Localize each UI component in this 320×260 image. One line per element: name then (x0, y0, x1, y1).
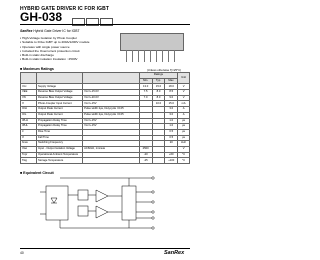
feature-item: ▪ Operates with single power source (20, 45, 89, 49)
cell-typ: 8.0 (152, 90, 165, 96)
feature-item: ▪ Built-in static isolation Insulation : 2500V (20, 57, 89, 61)
cell-max: +100 (165, 158, 178, 164)
cell-cond: Pulse width 2µs, Dutycycle =0.05 (83, 107, 140, 113)
cell-item: Propagation Delay Time (37, 124, 83, 130)
cell-typ (152, 158, 165, 164)
ratings-heading: ■ Maximum Ratings (20, 67, 54, 71)
feature-item: ▪ Suitable to Drive IGBT up to 400A/1200V module (20, 40, 89, 44)
cell-max: +60 (165, 152, 178, 158)
cell-min: 7.0 (139, 95, 152, 101)
header-divider (20, 24, 190, 25)
cell-cond: AC60Hz, 1minute (83, 146, 140, 152)
part-number: GH-038 (20, 10, 63, 24)
module-package-image (120, 33, 184, 51)
feature-item: ▪ High-Voltage Isolation by Photo Coupler (20, 36, 89, 40)
cell-max: 3.0 (165, 107, 178, 113)
cell-item: Input - Output Isolation Voltage (37, 146, 83, 152)
cell-cond: Vcc=+15V (83, 101, 140, 107)
cell-item: Photo-Coupler Input Current (37, 101, 83, 107)
cell-sym: IOL (21, 112, 37, 118)
equivalent-circuit-diagram (40, 176, 170, 246)
cell-unit: µs (178, 118, 190, 124)
cell-sym: tr (21, 129, 37, 135)
cell-max: 8.5 (165, 90, 178, 96)
cell-typ: 10.0 (152, 101, 165, 107)
terminal-marker (152, 227, 154, 229)
terminal-marker (152, 201, 154, 203)
ratings-column-header: Ratings (139, 73, 177, 79)
cell-cond: Vcc=+15V (83, 118, 140, 124)
cell-max: 0.5 (165, 135, 178, 141)
min-column-header: Min. (139, 78, 152, 84)
cell-max: 18.0 (165, 84, 178, 90)
feature-list (20, 36, 89, 62)
cell-unit: V (178, 95, 190, 101)
cell-unit: A (178, 112, 190, 118)
typ-column-header: Typ. (152, 78, 165, 84)
cell-item: Storage Temperature (37, 158, 83, 164)
cell-typ: 8.0 (152, 95, 165, 101)
terminal-marker (152, 211, 154, 213)
cell-unit: kHz (178, 141, 190, 147)
cell-sym: tf (21, 135, 37, 141)
cell-unit: °C (178, 152, 190, 158)
cell-max: 0.5 (165, 129, 178, 135)
cell-max: 1.0 (165, 118, 178, 124)
output-stage-block (122, 186, 136, 220)
cell-unit: µs (178, 129, 190, 135)
cell-sym: Topr (21, 152, 37, 158)
cell-item: Output Peak Current (37, 112, 83, 118)
cell-cond: Vcc=+15.0V (83, 90, 140, 96)
cell-cond: Vcc=+20.0V (83, 95, 140, 101)
cell-item: Supply Voltage (37, 84, 83, 90)
cell-typ: 15.0 (152, 84, 165, 90)
cell-sym: fmax (21, 141, 37, 147)
cell-max: 9.0 (165, 95, 178, 101)
terminal-marker (152, 217, 154, 219)
cell-item: Operational Ambient Temperature (37, 152, 83, 158)
feature-item: ▪ Included the Overcurrent protection circuit (20, 49, 89, 53)
cell-cond: Pulse width 2µs, Dutycycle =0.05 (83, 112, 140, 118)
cell-sym: Vcc (21, 84, 37, 90)
detector-block (78, 206, 88, 216)
cell-min: 2500 (139, 146, 152, 152)
cell-unit: °C (178, 158, 190, 164)
driver-buffer-symbol (96, 190, 108, 202)
cell-sym: If (21, 101, 37, 107)
comparator-symbol (96, 206, 108, 218)
feature-item: ▪ Built-in static discharge (20, 53, 89, 57)
table-row (21, 158, 190, 164)
cell-sym: tPLH (21, 118, 37, 124)
cell-sym: VN (21, 95, 37, 101)
amplifier-block (78, 190, 88, 200)
cell-max: 3.0 (165, 112, 178, 118)
cell-item: Reverse Bias Output Voltage (37, 90, 83, 96)
cell-sym: VEE (21, 90, 37, 96)
cell-sym: Tstg (21, 158, 37, 164)
led-symbol (51, 198, 57, 203)
cell-unit: µs (178, 135, 190, 141)
cell-sym: IOH (21, 107, 37, 113)
page-number: 40 (20, 251, 24, 255)
cell-item: Switching Frequency (37, 141, 83, 147)
cell-item: Output Peak Current (37, 107, 83, 113)
cell-max: 1.0 (165, 124, 178, 130)
cell-unit: mA (178, 101, 190, 107)
cell-sym: tPHL (21, 124, 37, 130)
ratings-table (20, 72, 190, 164)
cell-min: 7.5 (139, 90, 152, 96)
module-pins (124, 50, 179, 62)
cell-unit: µs (178, 124, 190, 130)
circuit-heading: ■ Equivalent Circuit (20, 171, 54, 175)
brand-description: Hybrid Gate Driver IC for IGBT (33, 29, 80, 33)
footer-divider (20, 248, 190, 249)
terminal-marker (152, 191, 154, 193)
cell-item: Reverse Bias Output Voltage (37, 95, 83, 101)
sanrex-logo: SanRex (164, 250, 185, 256)
cell-min: 13.0 (139, 84, 152, 90)
terminal-marker (152, 177, 154, 179)
cell-cond: Vcc=+15V (83, 124, 140, 130)
cell-max: 20 (165, 141, 178, 147)
cell-cond (83, 158, 140, 164)
cell-unit: V (178, 146, 190, 152)
sanrex-description (20, 29, 80, 33)
document-subtitle: HYBRID GATE DRIVER IC FOR IGBT (20, 6, 110, 12)
cell-item: Propagation Delay Time (37, 118, 83, 124)
cell-unit: V (178, 84, 190, 90)
ratings-condition: (Unless otherwise Tj=25°C) (147, 68, 182, 72)
cell-unit: A (178, 107, 190, 113)
cell-sym: Viso (21, 146, 37, 152)
brand-name: SanRex (20, 29, 33, 33)
cell-item: Fall Time (37, 135, 83, 141)
unit-column-header: Unit (178, 73, 190, 84)
cell-min: -20 (139, 152, 152, 158)
cell-max: 15.0 (165, 101, 178, 107)
cell-unit: V (178, 90, 190, 96)
cell-item: Rise Time (37, 129, 83, 135)
cell-min: -25 (139, 158, 152, 164)
max-column-header: Max. (165, 78, 178, 84)
